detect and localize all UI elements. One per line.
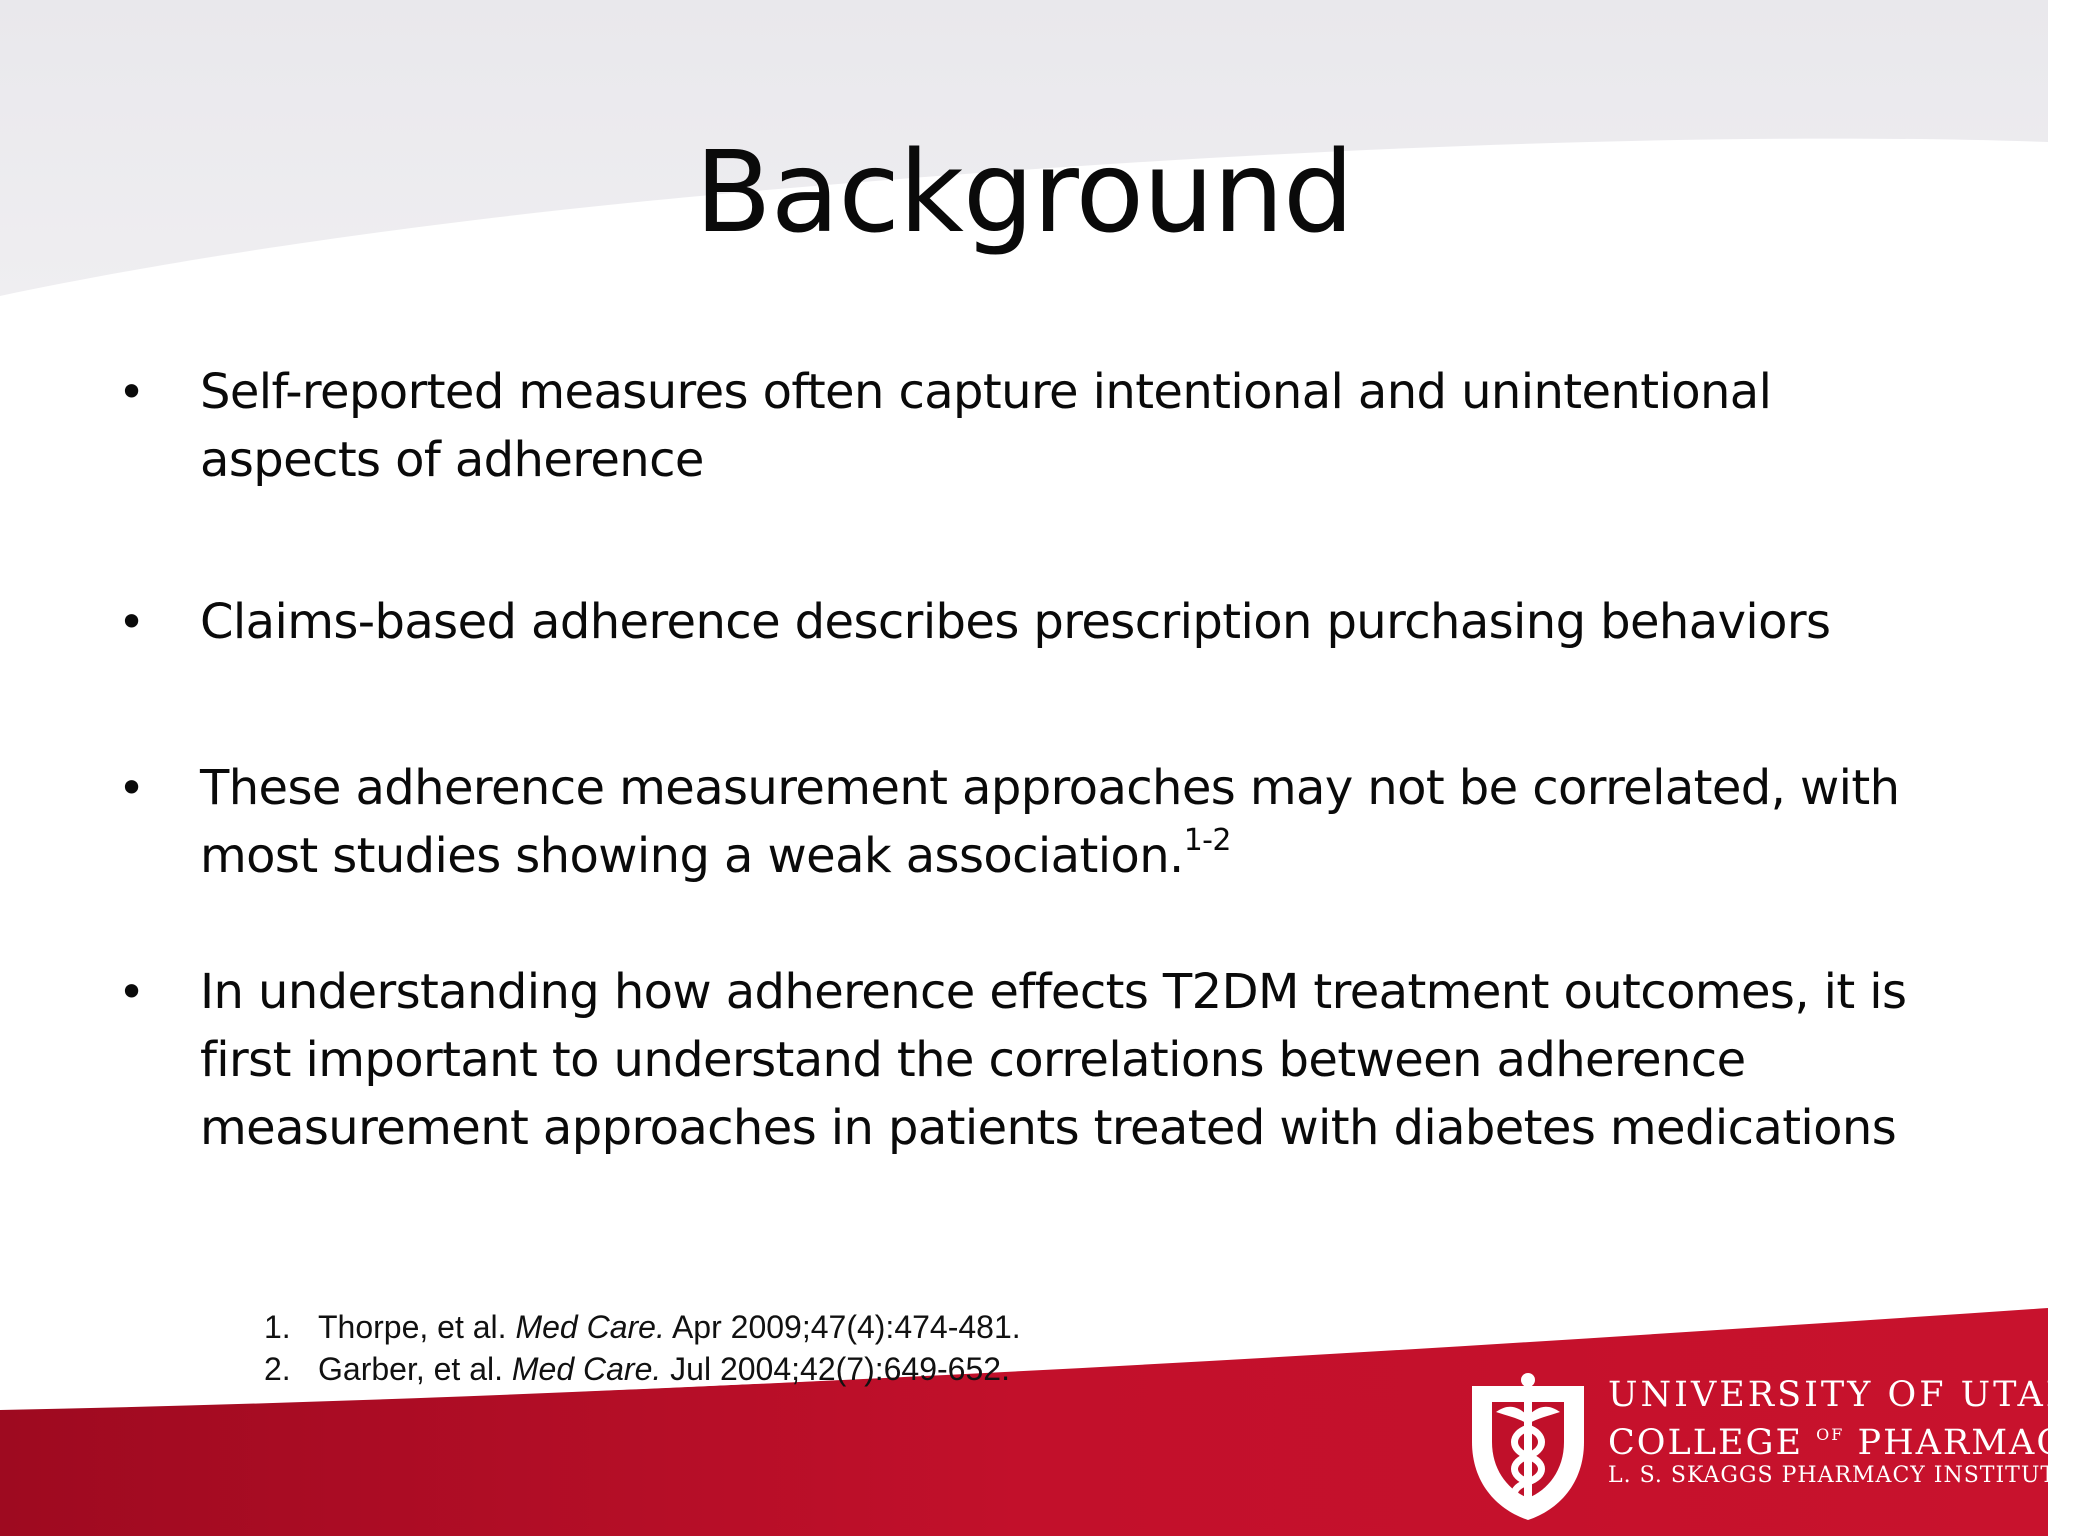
- bullet-text: [200, 358, 1938, 494]
- bullet-icon: •: [118, 365, 146, 419]
- bullet-item: [118, 958, 1938, 1162]
- bullet-line: Claims-based adherence describes prescription purchasing behaviors: [200, 594, 1831, 650]
- logo-college-text: [1608, 1414, 2090, 1464]
- university-logo: [1466, 1372, 2090, 1522]
- reference-number: 1.: [264, 1309, 291, 1345]
- bullet-line: first important to understand the correlations between adherence: [200, 1032, 1746, 1088]
- bullet-text: [200, 958, 1938, 1162]
- reference-citation: Jul 2004;42(7):649-652.: [670, 1351, 1010, 1387]
- bullet-line: measurement approaches in patients treated with diabetes medications: [200, 1100, 1897, 1156]
- reference-text: [318, 1348, 1010, 1390]
- bullet-line: Self-reported measures often capture intentional and unintentional: [200, 364, 1772, 420]
- slide-title: Background: [694, 128, 1354, 258]
- reference-journal: Med Care.: [515, 1309, 665, 1345]
- logo-university-text: UNIVERSITY OF UTAH: [1608, 1375, 2080, 1415]
- logo-pharmacy-word: PHARMACY: [1857, 1423, 2090, 1463]
- bullet-line: These adherence measurement approaches may not be correlated, with: [200, 760, 1900, 816]
- reference-journal: Med Care.: [511, 1351, 662, 1387]
- bullet-text: [200, 754, 1938, 890]
- bullet-item: [118, 358, 1938, 494]
- reference-text: [318, 1306, 1021, 1348]
- bullet-icon: •: [118, 595, 146, 649]
- logo-of-word: OF: [1816, 1425, 1845, 1444]
- citation-superscript: 1-2: [1183, 823, 1231, 858]
- reference-citation: Apr 2009;47(4):474-481.: [671, 1309, 1021, 1345]
- reference-item: [264, 1348, 1021, 1390]
- reference-authors: Garber, et al.: [318, 1351, 503, 1387]
- bullet-icon: •: [118, 761, 146, 815]
- logo-college-word: COLLEGE: [1608, 1423, 1804, 1463]
- bullet-line: In understanding how adherence effects T2DM treatment outcomes, it is: [200, 964, 1907, 1020]
- bullet-item: [118, 754, 1938, 890]
- reference-authors: Thorpe, et al.: [318, 1309, 507, 1345]
- bullet-icon: •: [118, 965, 146, 1019]
- bullet-item: [118, 588, 1938, 656]
- caduceus-shield-icon: [1466, 1372, 1590, 1522]
- logo-institute-text: L. S. SKAGGS PHARMACY INSTITUTE: [1608, 1463, 2074, 1488]
- reference-number: 2.: [264, 1351, 291, 1387]
- bullet-text: [200, 588, 1938, 656]
- reference-item: [264, 1306, 1021, 1348]
- bullet-line: aspects of adherence: [200, 432, 704, 488]
- bullet-line: most studies showing a weak association.: [200, 828, 1184, 884]
- references: [264, 1306, 1021, 1390]
